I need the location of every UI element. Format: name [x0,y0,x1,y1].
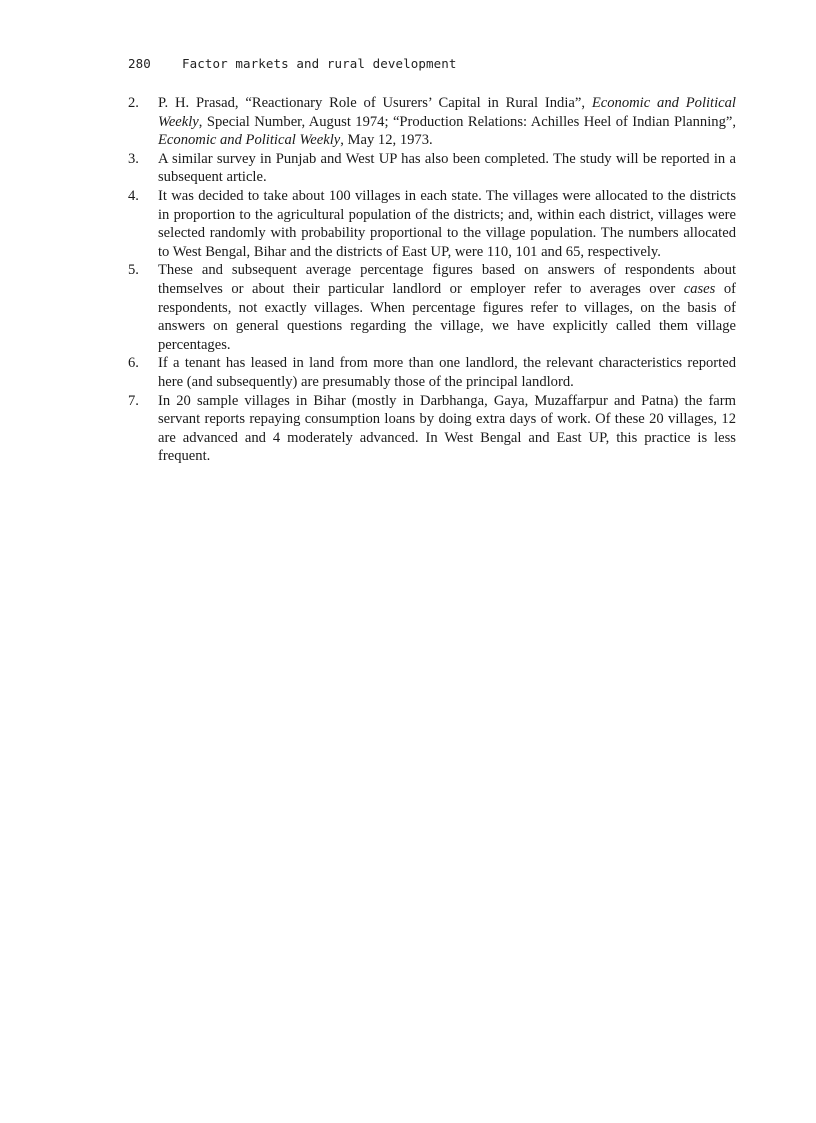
endnote-text-segment: , Special Number, August 1974; “Production Relations: Achilles Heel of Indian Planning”, [198,113,736,130]
endnote-text: It was decided to take about 100 villages in each state. The villages were allocated to the districts in proportion to the agricultural population of the districts; and, within each district, villages were selected randomly with probability proportional to the village population. The numbers allocated to West Bengal, Bihar and the districts of East UP, were 110, 101 and 65, respectively. [158,187,736,260]
endnote-text: A similar survey in Punjab and West UP has also been completed. The study will be reported in a subsequent article. [158,150,736,186]
running-title: Factor markets and rural development [182,56,457,71]
endnote-number: 7. [128,392,139,409]
endnote-7 [128,392,736,466]
endnote-5 [128,261,736,354]
endnote-text: If a tenant has leased in land from more than one landlord, the relevant characteristics reported here (and subsequently) are presumably those of the principal landlord. [158,355,736,390]
journal-title: Economic and Political Weekly [158,132,341,149]
endnote-text-segment: P. H. Prasad, “Reactionary Role of Usurers’ Capital in Rural India”, [158,95,592,111]
endnote-text-segment: of respondents, not exactly villages. When percentage figures refer to villages, on the basis of answers on general questions regarding the village, we have explicitly called them village percentages. [158,280,736,353]
endnote-3 [128,150,736,187]
running-head [128,56,457,71]
endnote-number: 4. [128,187,139,204]
endnote-number: 3. [128,150,139,167]
endnote-number: 2. [128,95,139,111]
journal-title: Economic and Political Weekly [158,95,736,130]
endnote-text: In 20 sample villages in Bihar (mostly in Darbhanga, Gaya, Muzaffarpur and Patna) the farm servant reports repaying consumption loans by doing extra days of work. Of these 20 villages, 12 are advanced and 4 moderately advanced. In West Bengal and East UP, this practice is less frequent. [158,392,736,465]
page-number: 280 [128,56,151,71]
emphasis: cases [683,280,716,297]
endnote-6 [128,354,736,391]
endnote-text-segment: , May 12, 1973. [340,132,433,149]
endnote-text [158,262,736,352]
endnote-number: 6. [128,355,139,372]
endnotes-list [128,94,736,466]
endnote-2 [128,94,736,150]
endnote-text-segment: These and subsequent average percentage figures based on answers of respondents about themselves or about their particular landlord or employer refer to averages over [158,262,736,297]
endnote-text [158,95,736,148]
endnote-4 [128,187,736,261]
endnote-number: 5. [128,262,139,279]
